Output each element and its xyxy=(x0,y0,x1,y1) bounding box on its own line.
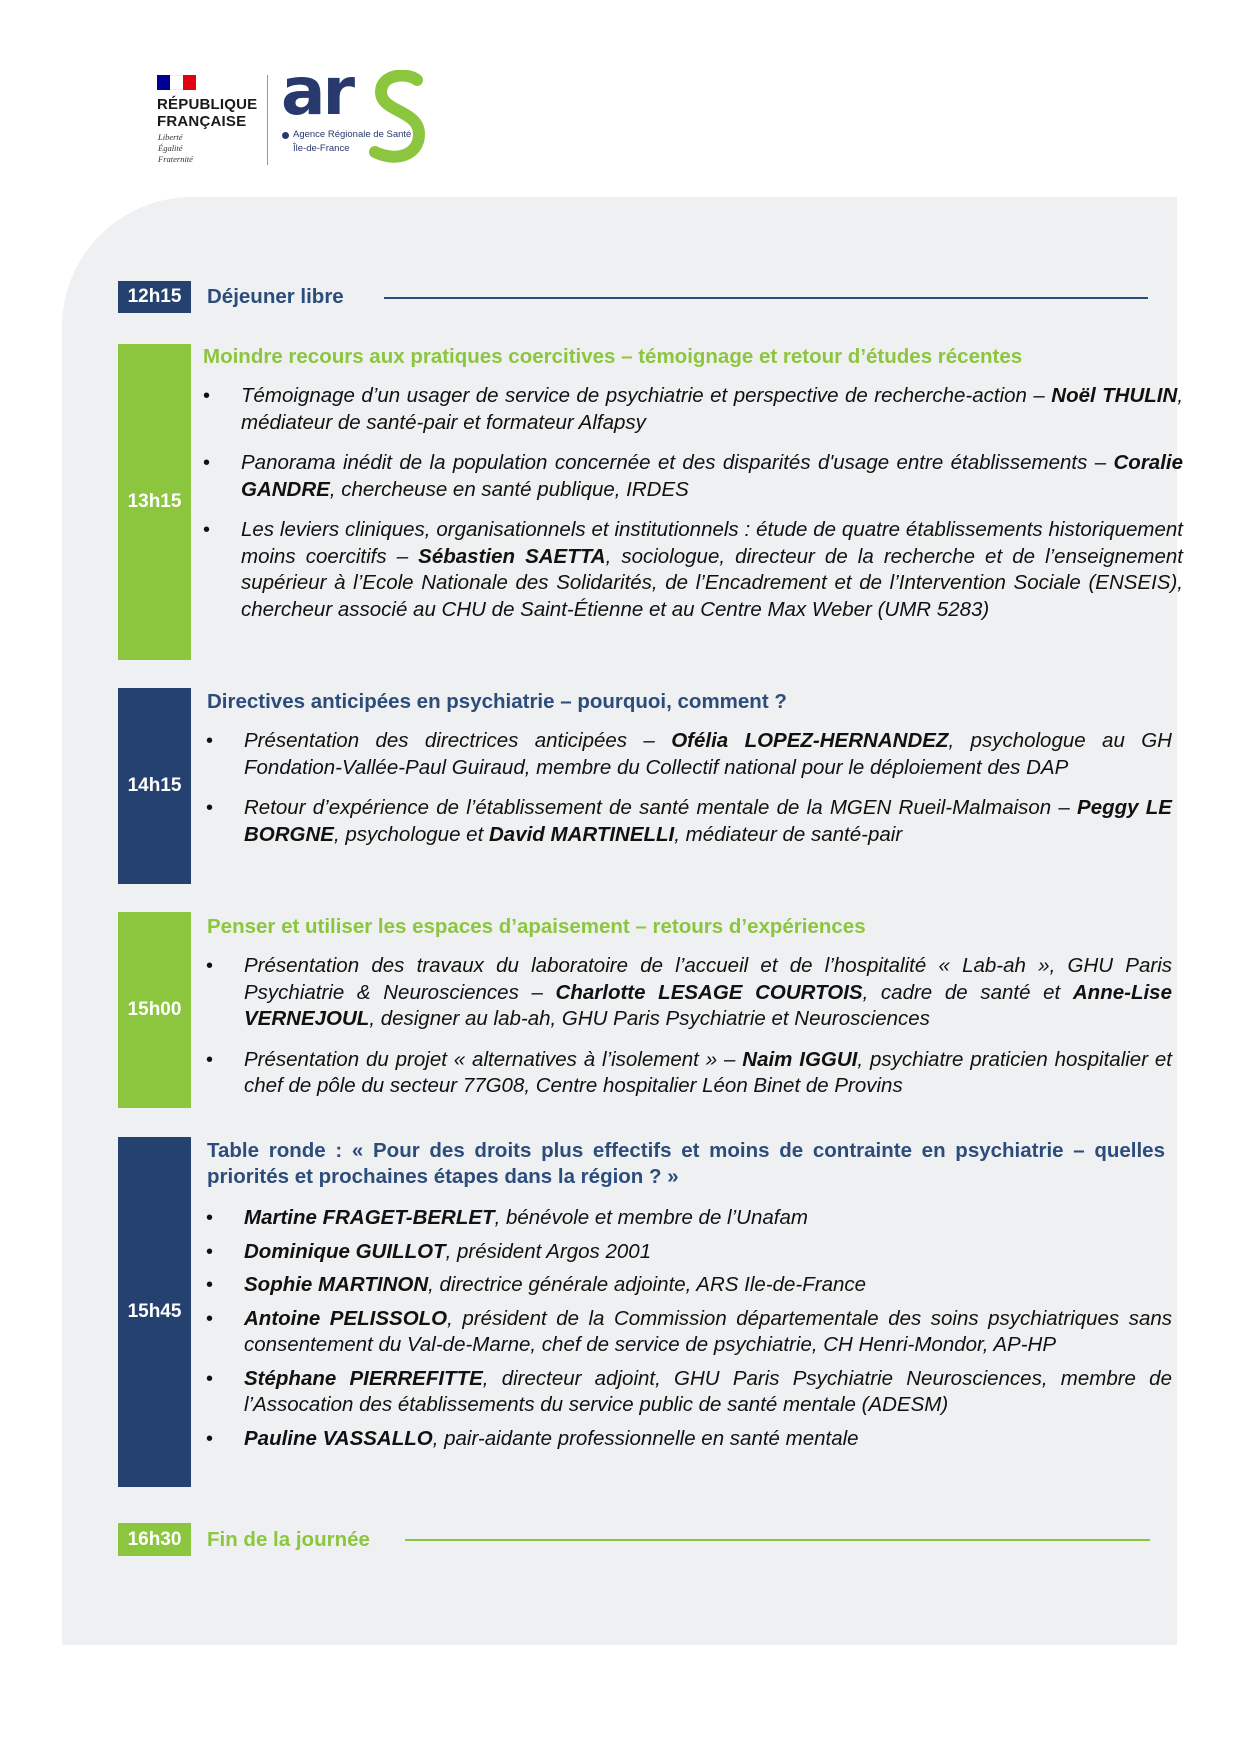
list-item: • Présentation des directrices anticipées – Ofélia LOPEZ-HERNANDEZ, psychologue au GH Fondation-Vallée-Paul Guiraud, membre du Collectif national pour le déploiement des DAP xyxy=(244,728,1172,781)
republique-francaise-logo xyxy=(157,75,267,167)
time-badge-1415: 14h15 xyxy=(118,688,191,884)
section-rule-end xyxy=(405,1539,1150,1541)
time-badge-1315: 13h15 xyxy=(118,344,191,660)
ars-tagline: Agence Régionale de Santé Île-de-France xyxy=(293,129,412,154)
time-badge-1500: 15h00 xyxy=(118,912,191,1108)
session-items-apaisement xyxy=(244,953,1172,1100)
session-title-coercive: Moindre recours aux pratiques coercitives – témoignage et retour d’études récentes xyxy=(203,345,1023,368)
republique-motto: Liberté Égalité Fraternité xyxy=(158,132,193,164)
session-title-apaisement: Penser et utiliser les espaces d’apaisement – retours d’expériences xyxy=(207,915,866,938)
ars-dot-icon xyxy=(282,132,289,139)
list-item: • Antoine PELISSOLO, président de la Commission départementale des soins psychiatriques sans consentement du Val-de-Marne, chef de service de psychiatrie, CH Henri-Mondor, AP-HP xyxy=(244,1306,1172,1359)
session-items-table-ronde xyxy=(244,1205,1172,1452)
time-badge-1630: 16h30 xyxy=(118,1523,191,1556)
ars-logo xyxy=(281,53,441,170)
list-item: • Présentation du projet « alternatives à l’isolement » – Naim IGGUI, psychiatre praticien hospitalier et chef de pôle du secteur 77G08, Centre hospitalier Léon Binet de Provins xyxy=(244,1047,1172,1100)
list-item: • Pauline VASSALLO, pair-aidante professionnelle en santé mentale xyxy=(244,1426,1172,1453)
section-rule-lunch xyxy=(384,297,1148,299)
marianne-flag-icon xyxy=(157,75,196,90)
ars-wordmark: ar xyxy=(281,53,353,130)
list-item: • Les leviers cliniques, organisationnels et institutionnels : étude de quatre établissements historiquement moins coercitifs – Sébastien SAETTA, sociologue, directeur de la recherche et de l’enseignement supérieur à l’Ecole Nationale des Solidarités, de l’Encadrement et de l’Intervention Sociale (ENSEIS), chercheur associé au CHU de Saint-Étienne et au Centre Max Weber (UMR 5283) xyxy=(241,517,1183,623)
session-items-directives xyxy=(244,728,1172,848)
list-item: • Retour d’expérience de l’établissement de santé mentale de la MGEN Rueil-Malmaison – Peggy LE BORGNE, psychologue et David MARTINELLI, médiateur de santé-pair xyxy=(244,795,1172,848)
list-item: • Sophie MARTINON, directrice générale adjointe, ARS Ile-de-France xyxy=(244,1272,1172,1299)
session-title-lunch: Déjeuner libre xyxy=(207,285,344,308)
session-title-end: Fin de la journée xyxy=(207,1528,370,1551)
time-badge-1215: 12h15 xyxy=(118,281,191,313)
list-item: • Stéphane PIERREFITTE, directeur adjoint, GHU Paris Psychiatrie Neurosciences, membre de l’Assocation des établissements du service public de santé mentale (ADESM) xyxy=(244,1366,1172,1419)
session-title-directives: Directives anticipées en psychiatrie – pourquoi, comment ? xyxy=(207,690,787,713)
list-item: • Témoignage d’un usager de service de psychiatrie et perspective de recherche-action – Noël THULIN, médiateur de santé-pair et formateur Alfapsy xyxy=(241,383,1183,436)
session-title-table-ronde: Table ronde : « Pour des droits plus effectifs et moins de contrainte en psychiatrie – quelles priorités et prochaines étapes dans la région ? » xyxy=(207,1139,1165,1188)
list-item: • Panorama inédit de la population concernée et des disparités d'usage entre établissements – Coralie GANDRE, chercheuse en santé publique, IRDES xyxy=(241,450,1183,503)
session-items-coercive xyxy=(241,383,1183,623)
logo-divider xyxy=(267,75,268,165)
list-item: • Martine FRAGET-BERLET, bénévole et membre de l’Unafam xyxy=(244,1205,1172,1232)
time-badge-1545: 15h45 xyxy=(118,1137,191,1487)
republique-francaise-label: RÉPUBLIQUE FRANÇAISE xyxy=(157,96,258,130)
list-item: • Présentation des travaux du laboratoire de l’accueil et de l’hospitalité « Lab-ah », GHU Paris Psychiatrie & Neurosciences – Charlotte LESAGE COURTOIS, cadre de santé et Anne-Lise VERNEJOUL, designer au lab-ah, GHU Paris Psychiatrie et Neurosciences xyxy=(244,953,1172,1033)
list-item: • Dominique GUILLOT, président Argos 2001 xyxy=(244,1239,1172,1266)
